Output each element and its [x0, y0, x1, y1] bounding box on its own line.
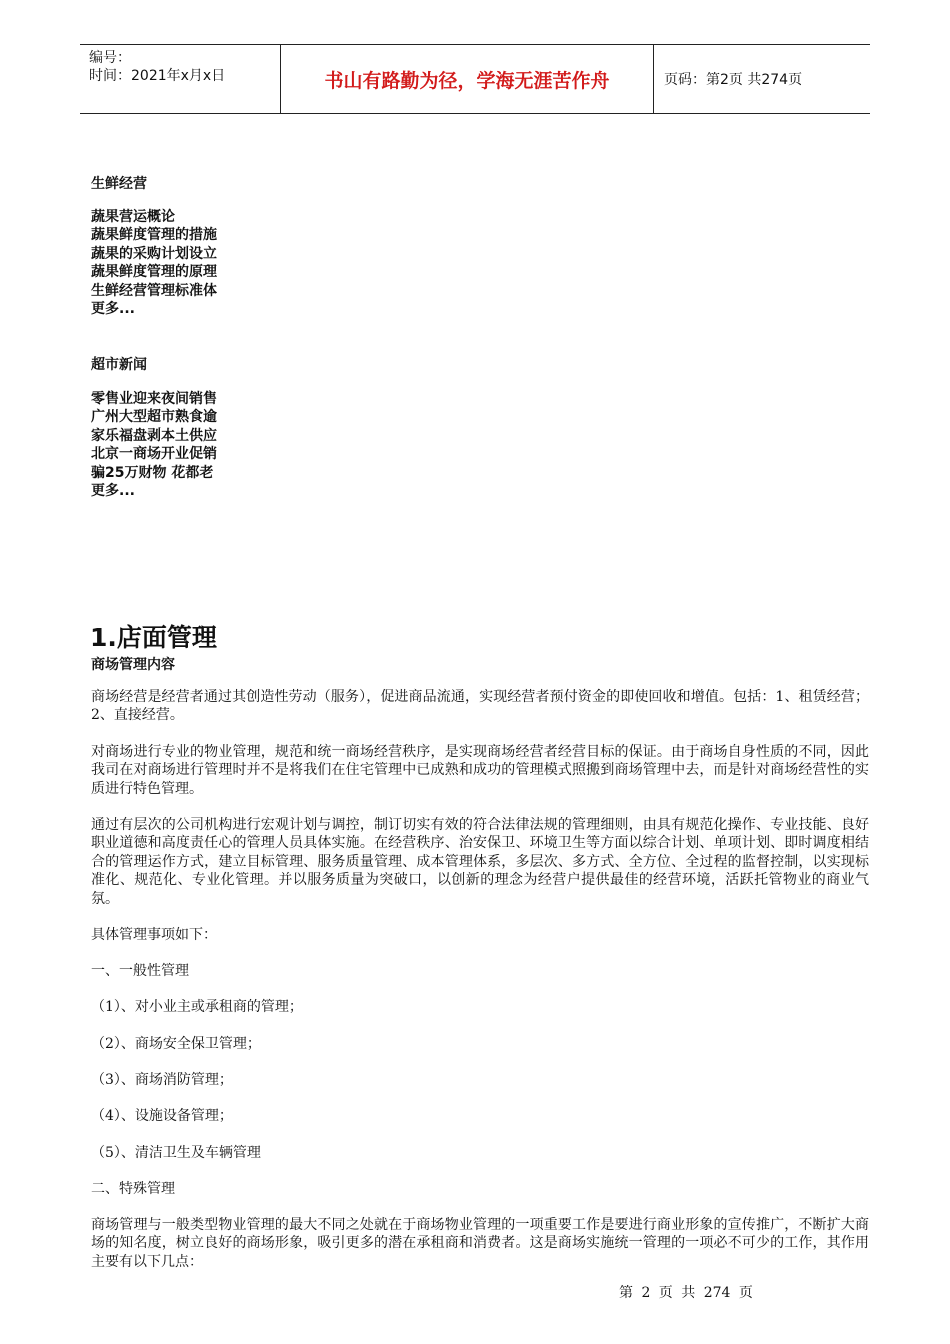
paragraph: 对商场进行专业的物业管理，规范和统一商场经营秩序，是实现商场经营者经营目标的保证。由于商场自身性质的不同，因此我司在对商场进行管理时并不是将我们在住宅管理中已成熟和成功的管理模式照搬到商场管理中去，而是针对商场经营性的实质进行特色管理。 [91, 744, 869, 797]
list-item: （2）、商场安全保卫管理； [91, 1036, 261, 1052]
fresh-link[interactable]: 蔬果鲜度管理的措施 [91, 227, 217, 244]
list-item: （1）、对小业主或承租商的管理； [91, 999, 303, 1015]
page-footer: 第 2 页 共 274 页 [619, 1285, 753, 1301]
news-link[interactable]: 家乐福盘剥本土供应 [91, 427, 217, 444]
fresh-more-link[interactable]: 更多... [91, 301, 135, 318]
number-label: 编号： [89, 50, 131, 66]
fresh-link-list [91, 208, 217, 318]
list-item: （3）、商场消防管理； [91, 1072, 233, 1088]
fresh-link[interactable]: 蔬果营运概论 [91, 209, 175, 225]
fresh-link[interactable]: 蔬果鲜度管理的原理 [91, 264, 217, 281]
news-section-title: 超市新闻 [91, 357, 147, 373]
list-item: （4）、设施设备管理； [91, 1108, 233, 1124]
list-item: （5）、清洁卫生及车辆管理 [91, 1145, 261, 1161]
news-link[interactable]: 北京一商场开业促销 [91, 446, 217, 463]
page-header [80, 44, 870, 114]
news-link-list [91, 390, 217, 500]
news-more-link[interactable]: 更多... [91, 483, 135, 500]
fresh-link[interactable]: 生鲜经营管理标准体 [91, 282, 217, 299]
section-subheading: 商场管理内容 [91, 657, 175, 673]
list-heading: 一、一般性管理 [91, 963, 189, 979]
news-link[interactable]: 零售业迎来夜间销售 [91, 391, 217, 407]
header-motto: 书山有路勤为径，学海无涯苦作舟 [281, 45, 654, 113]
header-meta [80, 45, 281, 113]
fresh-link[interactable]: 蔬果的采购计划设立 [91, 245, 217, 262]
list-heading: 二、特殊管理 [91, 1181, 175, 1197]
paragraph: 商场管理与一般类型物业管理的最大不同之处就在于商场物业管理的一项重要工作是要进行商业形象的宣传推广，不断扩大商场的知名度，树立良好的商场形象，吸引更多的潜在承租商和消费者。这是商场实施统一管理的一项必不可少的工作，其作用主要有以下几点： [91, 1217, 869, 1270]
fresh-section-title: 生鲜经营 [91, 176, 147, 192]
time-label: 时间：2021年x月x日 [89, 68, 226, 84]
paragraph: 通过有层次的公司机构进行宏观计划与调控，制订切实有效的符合法律法规的管理细则，由具有规范化操作、专业技能、良好职业道德和高度责任心的管理人员具体实施。在经营秩序、治安保卫、环境卫生等方面以综合计划、单项计划、即时调度相结合的管理运作方式，建立目标管理、服务质量管理、成本管理体系，多层次、多方式、全方位、全过程的监督控制，以实现标准化、规范化、专业化管理。并以服务质量为突破口，以创新的理念为经营户提供最佳的经营环境，活跃托管物业的商业气氛。 [91, 817, 869, 907]
paragraph: 商场经营是经营者通过其创造性劳动（服务），促进商品流通，实现经营者预付资金的即使回收和增值。包括：1、租赁经营；2、直接经营。 [91, 689, 869, 724]
news-link[interactable]: 骗25万财物 花都老 [91, 464, 214, 481]
header-page-info: 页码：第2页 共274页 [664, 72, 803, 88]
news-link[interactable]: 广州大型超市熟食逾 [91, 409, 217, 426]
section-heading: 1.店面管理 [90, 623, 217, 652]
paragraph: 具体管理事项如下： [91, 927, 217, 943]
